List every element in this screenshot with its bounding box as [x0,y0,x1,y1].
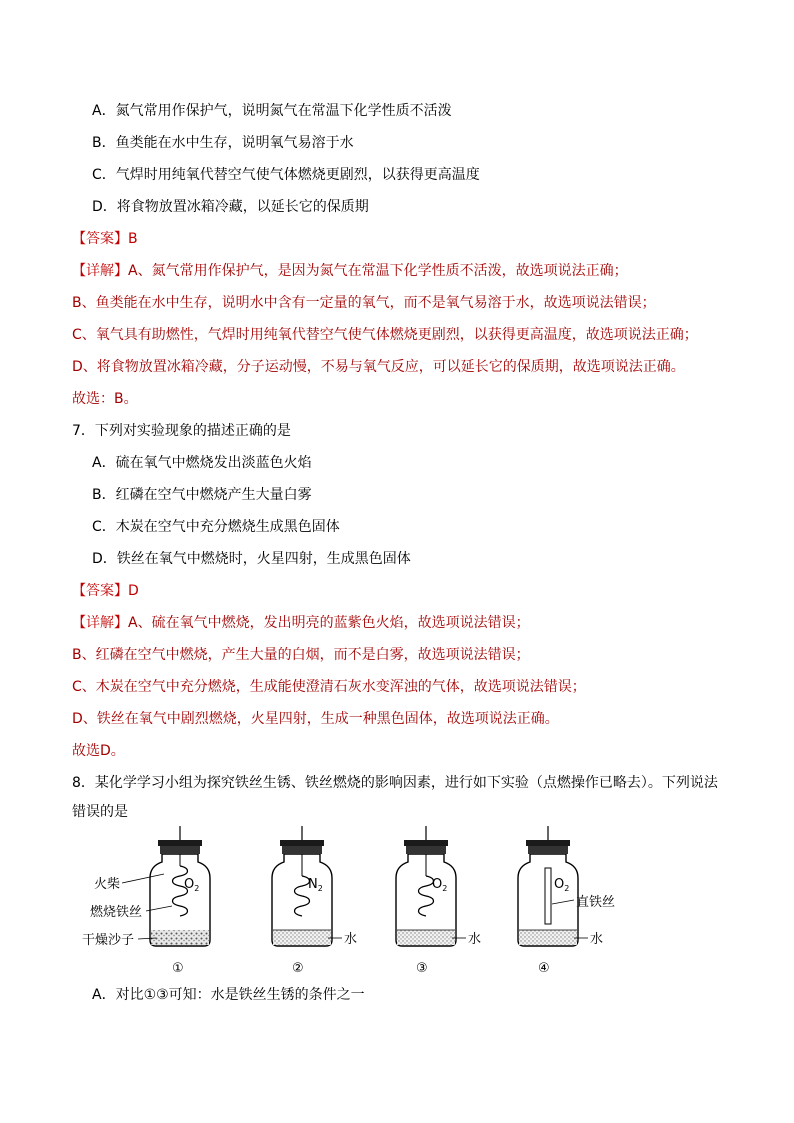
answer-value: D [128,583,139,599]
label-water-2: 水 [344,932,358,947]
q7-option-b: B．红磷在空气中燃烧产生大量白雾 [92,487,312,503]
q6-detail-line-4: D、将食物放置冰箱冷藏，分子运动慢，不易与氧气反应，可以延长它的保质期，故选项说法正确。 [72,359,685,375]
q7-conclusion: 故选D。 [72,743,125,759]
label-water-4: 水 [590,932,604,947]
answer-tag: 【答案】 [72,583,128,599]
label-burning-wire: 燃烧铁丝 [90,905,143,920]
q6-conclusion: 故选：B。 [72,391,138,407]
q7-detail-line-4: D、铁丝在氧气中剧烈燃烧，火星四射，生成一种黑色固体，故选项说法正确。 [72,711,559,727]
label-water-3: 水 [468,932,482,947]
label-match: 火柴 [94,877,121,892]
caption-2: ② [292,961,304,976]
q6-answer [72,229,138,249]
q6-detail-line-1 [72,261,628,281]
label-straight-wire: 直铁丝 [576,895,616,910]
q7-answer [72,581,139,601]
q8-stem-line-2: 错误的是 [72,804,128,820]
caption-4: ④ [538,961,550,976]
detail-text: A、氮气常用作保护气，是因为氮气在常温下化学性质不活泼，故选项说法正确； [128,263,628,279]
answer-tag: 【答案】 [72,231,128,247]
water-2 [273,930,331,945]
caption-1: ① [172,961,184,976]
answer-value: B [128,231,138,247]
caption-3: ③ [416,961,428,976]
water-3 [397,930,455,945]
q8-stem-line-1: 8．某化学学习小组为探究铁丝生锈、铁丝燃烧的影响因素，进行如下实验（点燃操作已略去）。下列说法 [72,775,718,791]
gas-o2-3: $O_2$ [432,877,448,893]
q7-detail-line-3: C、木炭在空气中充分燃烧，生成能使澄清石灰水变浑浊的气体，故选项说法错误； [72,679,586,695]
dry-sand [151,930,209,945]
q7-detail-line-2: B、红磷在空气中燃烧，产生大量的白烟，而不是白雾，故选项说法错误； [72,647,530,663]
q8-option-a: A．对比①③可知：水是铁丝生锈的条件之一 [92,987,365,1003]
q7-option-d: D．铁丝在氧气中燃烧时，火星四射，生成黑色固体 [92,551,411,567]
q7-stem: 7．下列对实验现象的描述正确的是 [72,423,291,439]
bottle-1 [150,826,210,946]
q6-detail-line-3: C、氧气具有助燃性，气焊时用纯氧代替空气使气体燃烧更剧烈，以获得更高温度，故选项说法正确； [72,327,698,343]
q6-detail-line-2: B、鱼类能在水中生存，说明水中含有一定量的氧气，而不是氧气易溶于水，故选项说法错误； [72,295,656,311]
label-dry-sand: 干燥沙子 [82,933,135,948]
q7-detail-line-1 [72,613,530,633]
q6-option-c: C．气焊时用纯氧代替空气使气体燃烧更剧烈，以获得更高温度 [92,167,480,183]
q7-option-c: C．木炭在空气中充分燃烧生成黑色固体 [92,519,340,535]
water-4 [519,930,577,945]
detail-text: A、硫在氧气中燃烧，发出明亮的蓝紫色火焰，故选项说法错误； [128,615,530,631]
experiment-diagram [80,826,640,976]
gas-o2-4: $O_2$ [554,877,570,893]
gas-n2: $N_2$ [308,877,323,893]
bottle-2 [272,826,332,946]
gas-o2-1: $O_2$ [184,877,200,893]
detail-tag: 【详解】 [72,263,128,279]
q6-option-b: B．鱼类能在水中生存，说明氧气易溶于水 [92,135,354,151]
q6-option-d: D．将食物放置冰箱冷藏，以延长它的保质期 [92,199,369,215]
detail-tag: 【详解】 [72,615,128,631]
q6-option-a: A．氮气常用作保护气，说明氮气在常温下化学性质不活泼 [92,103,452,119]
q7-option-a: A．硫在氧气中燃烧发出淡蓝色火焰 [92,455,312,471]
straight-wire [545,868,551,924]
